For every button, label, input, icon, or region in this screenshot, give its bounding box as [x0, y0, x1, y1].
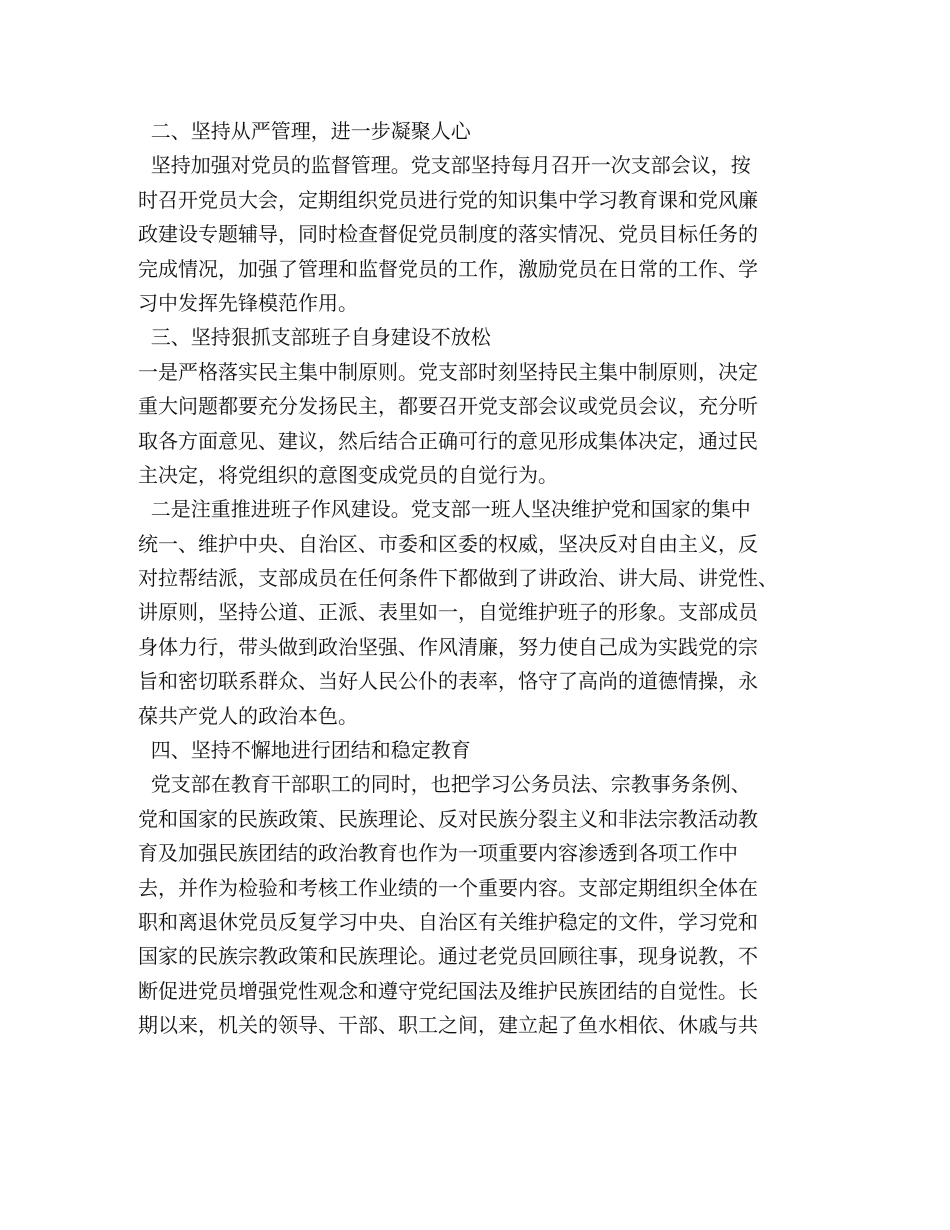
text-line: 对拉帮结派，支部成员在任何条件下都做到了讲政治、讲大局、讲党性、 [138, 566, 778, 591]
text-line: 党支部在教育干部职工的同时，也把学习公务员法、宗教事务条例、 [138, 772, 751, 797]
text-line: 重大问题都要充分发扬民主，都要召开党支部会议或党员会议，充分听 [138, 394, 758, 419]
text-line: 去，并作为检验和考核工作业绩的一个重要内容。支部定期组织全体在 [138, 875, 758, 900]
text-line: 葆共产党人的政治本色。 [138, 703, 358, 728]
text-line: 二、坚持从严管理，进一步凝聚人心 [138, 119, 471, 143]
text-line: 职和离退休党员反复学习中央、自治区有关维护稳定的文件，学习党和 [138, 909, 758, 934]
text-line: 期以来，机关的领导、干部、职工之间，建立起了鱼水相依、休戚与共 [138, 1013, 758, 1038]
text-line: 旨和密切联系群众、当好人民公仆的表率，恪守了高尚的道德情操，永 [138, 669, 758, 694]
text-line: 完成情况，加强了管理和监督党员的工作，激励党员在日常的工作、学 [138, 256, 758, 281]
text-line: 身体力行，带头做到政治坚强、作风清廉，努力使自己成为实践党的宗 [138, 634, 758, 659]
text-line: 政建设专题辅导，同时检查督促党员制度的落实情况、党员目标任务的 [138, 222, 758, 247]
text-line: 党和国家的民族政策、民族理论、反对民族分裂主义和非法宗教活动教 [138, 806, 758, 831]
text-line: 习中发挥先锋模范作用。 [138, 290, 358, 315]
text-line: 取各方面意见、建议，然后结合正确可行的意见形成集体决定，通过民 [138, 428, 758, 453]
text-line: 二是注重推进班子作风建设。党支部一班人坚决维护党和国家的集中 [138, 497, 751, 522]
text-line: 主决定，将党组织的意图变成党员的自觉行为。 [138, 462, 558, 487]
document-body [138, 114, 838, 1043]
text-line: 育及加强民族团结的政治教育也作为一项重要内容渗透到各项工作中 [138, 841, 738, 866]
text-line: 坚持加强对党员的监督管理。党支部坚持每月召开一次支部会议，按 [138, 153, 751, 178]
text-line: 一是严格落实民主集中制原则。党支部时刻坚持民主集中制原则，决定 [138, 359, 758, 384]
text-line: 国家的民族宗教政策和民族理论。通过老党员回顾往事，现身说教，不 [138, 944, 758, 969]
text-line: 时召开党员大会，定期组织党员进行党的知识集中学习教育课和党风廉 [138, 187, 758, 212]
text-line: 四、坚持不懈地进行团结和稳定教育 [138, 738, 471, 763]
text-line: 三、坚持狠抓支部班子自身建设不放松 [138, 325, 491, 350]
text-line: 讲原则，坚持公道、正派、表里如一，自觉维护班子的形象。支部成员 [138, 600, 758, 625]
text-line: 统一、维护中央、自治区、市委和区委的权威，坚决反对自由主义，反 [138, 531, 758, 556]
text-line: 断促进党员增强党性观念和遵守党纪国法及维护民族团结的自觉性。长 [138, 978, 758, 1003]
